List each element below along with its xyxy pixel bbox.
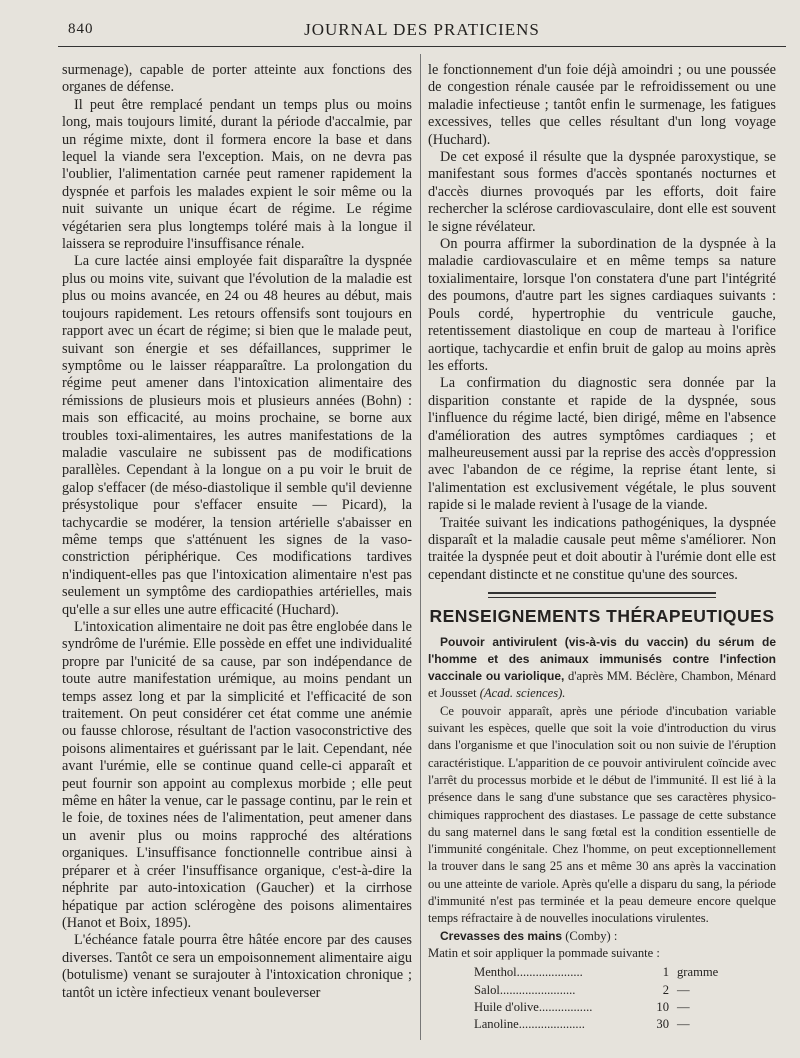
header-rule	[58, 46, 786, 47]
article-heading: Pouvoir antivirulent (vis-à-vis du vaccin) du sérum de l'homme et des animaux immunisés contre l'infection vaccinale ou variolique,	[428, 634, 776, 684]
paragraph: le fonctionnement d'un foie déjà amoindri ; ou une poussée de congestion rénale causée par le refroidissement ou une maladie infectieuse ; tantôt enfin le surmenage, les fatigues excessives, telles que celles résultant d'un long voyage (Huchard).	[428, 62, 776, 148]
remedy-heading: Crevasses des mains	[440, 928, 563, 943]
column-divider	[420, 54, 421, 1040]
paragraph: La cure lactée ainsi employée fait disparaître la dyspnée plus ou moins vite, suivant que l'évolution de la maladie est plus ou moins avancée, en 24 ou 48 heures au début, mais toujours rapidement. Les retours offensifs sont toujours en rapport avec un écart de régime; si bien que le malade peut, suivant son énergie et ses défaillances, supprimer le symptôme ou le laisser réapparaître. La prolongation du régime peut amener dans l'intoxication alimentaire des rémissions de plusieurs mois et plusieurs années (Bohn) : mais son efficacité, au moins prochaine, se borne aux troubles toxi-alimentaires, les autres manifestations de la maladie vasculaire ne subissent pas de modifications parallèles. Cependant à la longue on a pu voir le bruit de galop s'effacer (de méso-diastolique il semble qu'il devienne présystolique pour s'effacer ensuite — Picard), la tachycardie se modérer, la tension artérielle s'abaisser en même temps que s'atténuent les signes de la vaso-constriction périphérique. Ces modifications tardives n'indiquent-elles pas que l'intoxication alimentaire n'est pas seulement un symptôme des cardiopathies artérielles, mais qu'elle a sur elles une autre efficacité (Huchard).	[62, 253, 412, 618]
ingredient-qty: 2	[662, 982, 669, 997]
article-authors: d'après MM. Béclère, Chambon, Ménard et Jousset	[428, 669, 777, 701]
ingredient-qty: 10	[656, 999, 669, 1014]
page-number: 840	[68, 21, 94, 37]
remedy-intro: Matin et soir appliquer la pommade suivante :	[428, 945, 660, 960]
paragraph: surmenage), capable de porter atteinte aux fonctions des organes de défense.	[62, 62, 412, 96]
recipe-row	[428, 999, 776, 1016]
paragraph: On pourra affirmer la subordination de la dyspnée à la maladie cardiovasculaire et en même temps sa nature toxialimentaire, lorsque l'on constatera d'une part l'intégrité des poumons, d'autre part les signes cardiaques suivants : Pouls cordé, hypertrophie du ventricule gauche, retentissement diastolique en coup de marteau à l'orifice aortique, tachycardie et enfin bruit de galop au moins après les efforts.	[428, 236, 776, 374]
left-column	[62, 62, 412, 1002]
paragraph: Traitée suivant les indications pathogéniques, la dyspnée disparaît et la maladie causale peut même s'améliorer. Non traitée la dyspnée peut et doit aboutir à l'urémie dont elle est cependant distincte et ne constitue qu'une des sources.	[428, 514, 776, 583]
journal-title: JOURNAL DES PRATICIENS	[304, 20, 540, 39]
paragraph: L'intoxication alimentaire ne doit pas être englobée dans le syndrôme de l'urémie. Elle possède en effet une individualité propre par l'unicité de sa cause, par son indépendance de toute autre manifestation urémique, au moins pendant un temps assez long et par la simplicité et l'efficacité de son traitement. On peut considérer cet état comme une anémie ou fausse chlorose, résultant de l'action vasoconstrictive des poisons alimentaires et guérissant par le lait. Cependant, née avant l'urémie, elle se continue quand celle-ci apparaît et peut fournir son appoint au complexus morbide ; elle peut même en hâter la venue, car le passage continu, par le rein et le foie, de toxines nées de l'alimentation, peut amener dans un avenir plus ou moins rapproché des altérations organiques. L'insuffisance fonctionnelle contribue ainsi à préparer et à créer l'insuffisance organique, c'est-à-dire la néphrite par auto-intoxication (Gaucher) et la cirrhose hépatique par action sclérogène des poisons alimentaires (Hanot et Boix, 1895).	[62, 619, 412, 931]
ingredient-unit: gramme	[677, 965, 719, 980]
remedy-title	[428, 928, 776, 945]
ingredient-name: Menthol.....................	[474, 965, 583, 980]
article-body: Ce pouvoir apparaît, après une période d'incubation variable suivant les espèces, quelle que soit la voie d'introduction du virus dans l'organisme et que l'inoculation soit ou non suivie de l'éruption caractéristique. L'apparition de ce pouvoir antivirulent coïncide avec l'arrêt du processus morbide et le début de l'immunité. Il est lié à la présence dans le sang d'une substance que ses caractères physico-chimiques rapprochent des diastases. Le passage de cette substance du sang maternel dans le sang fœtal est la condition essentielle de l'immunité congénitale. Chez l'homme, on peut exceptionnellement la trouver dans le sang 25 ans et même 30 ans après la vaccination ou une atteinte de variole. Après qu'elle a disparu du sang, la période d'immunité n'est pas terminée et la peau demeure encore quelque temps réfractaire à de nouvelles inoculations virulentes.	[428, 703, 776, 926]
section-separator	[488, 592, 716, 598]
ingredient-name: Lanoline.....................	[474, 1017, 585, 1032]
recipe-list	[428, 964, 776, 1033]
right-column	[428, 62, 776, 1033]
ingredient-unit: —	[677, 999, 690, 1014]
recipe-row	[428, 964, 776, 981]
ingredient-unit: —	[677, 982, 690, 997]
article-source: (Acad. sciences).	[479, 686, 566, 701]
paragraph: L'échéance fatale pourra être hâtée encore par des causes diverses. Tantôt ce sera un empoisonnement alimentaire aigu (botulisme) venant se surajouter à l'intoxication chronique ; tantôt un ictère infectieux venant bouleverser	[62, 932, 412, 1001]
remedy-author: (Comby) :	[562, 928, 618, 943]
ingredient-qty: 30	[656, 1017, 669, 1032]
section-title: RENSEIGNEMENTS THÉRAPEUTIQUES	[429, 606, 775, 627]
ingredient-unit: —	[677, 1017, 690, 1032]
ingredient-name: Huile d'olive.................	[474, 999, 593, 1014]
ingredient-name: Salol........................	[474, 982, 576, 997]
page-header	[58, 18, 786, 42]
recipe-row	[428, 1016, 776, 1033]
recipe-row	[428, 982, 776, 999]
paragraph: La confirmation du diagnostic sera donnée par la disparition constante et rapide de la dyspnée, sous l'influence du régime lacté, bien dirigé, même en l'absence d'amélioration des autres symptômes cardiaques ; et malheureusement aussi par la reprise des accès d'oppression avec l'abandon de ce régime, la reprise étant lente, si l'alimentation est exclusivement végétale, le plus souvent rapide si le malade revient à l'usage de la viande.	[428, 375, 776, 514]
therapeutics-section	[428, 634, 776, 1034]
ingredient-qty: 1	[662, 965, 669, 980]
article	[428, 634, 776, 703]
paragraph: Il peut être remplacé pendant un temps plus ou moins long, mais toujours limité, durant la période d'accalmie, par un régime mixte, dont il formera encore la base et dans lequel la viande sera l'exception. Mais, on ne devra pas l'oublier, l'alimentation carnée peut ramener rapidement la dyspnée et parfois les malades expient le soir même ou la nuit suivante un unique écart de régime. Le régime végétarien sera plus longtemps toléré mais à la longue il laissera se reproduire l'insuffisance rénale.	[62, 96, 412, 253]
paragraph: De cet exposé il résulte que la dyspnée paroxystique, se manifestant sous formes d'accès spontanés nocturnes et d'accès diurnes provoqués par les efforts, doit faire rechercher la sclérose cardiovasculaire, dont elle est souvent le signe révélateur.	[428, 149, 776, 235]
